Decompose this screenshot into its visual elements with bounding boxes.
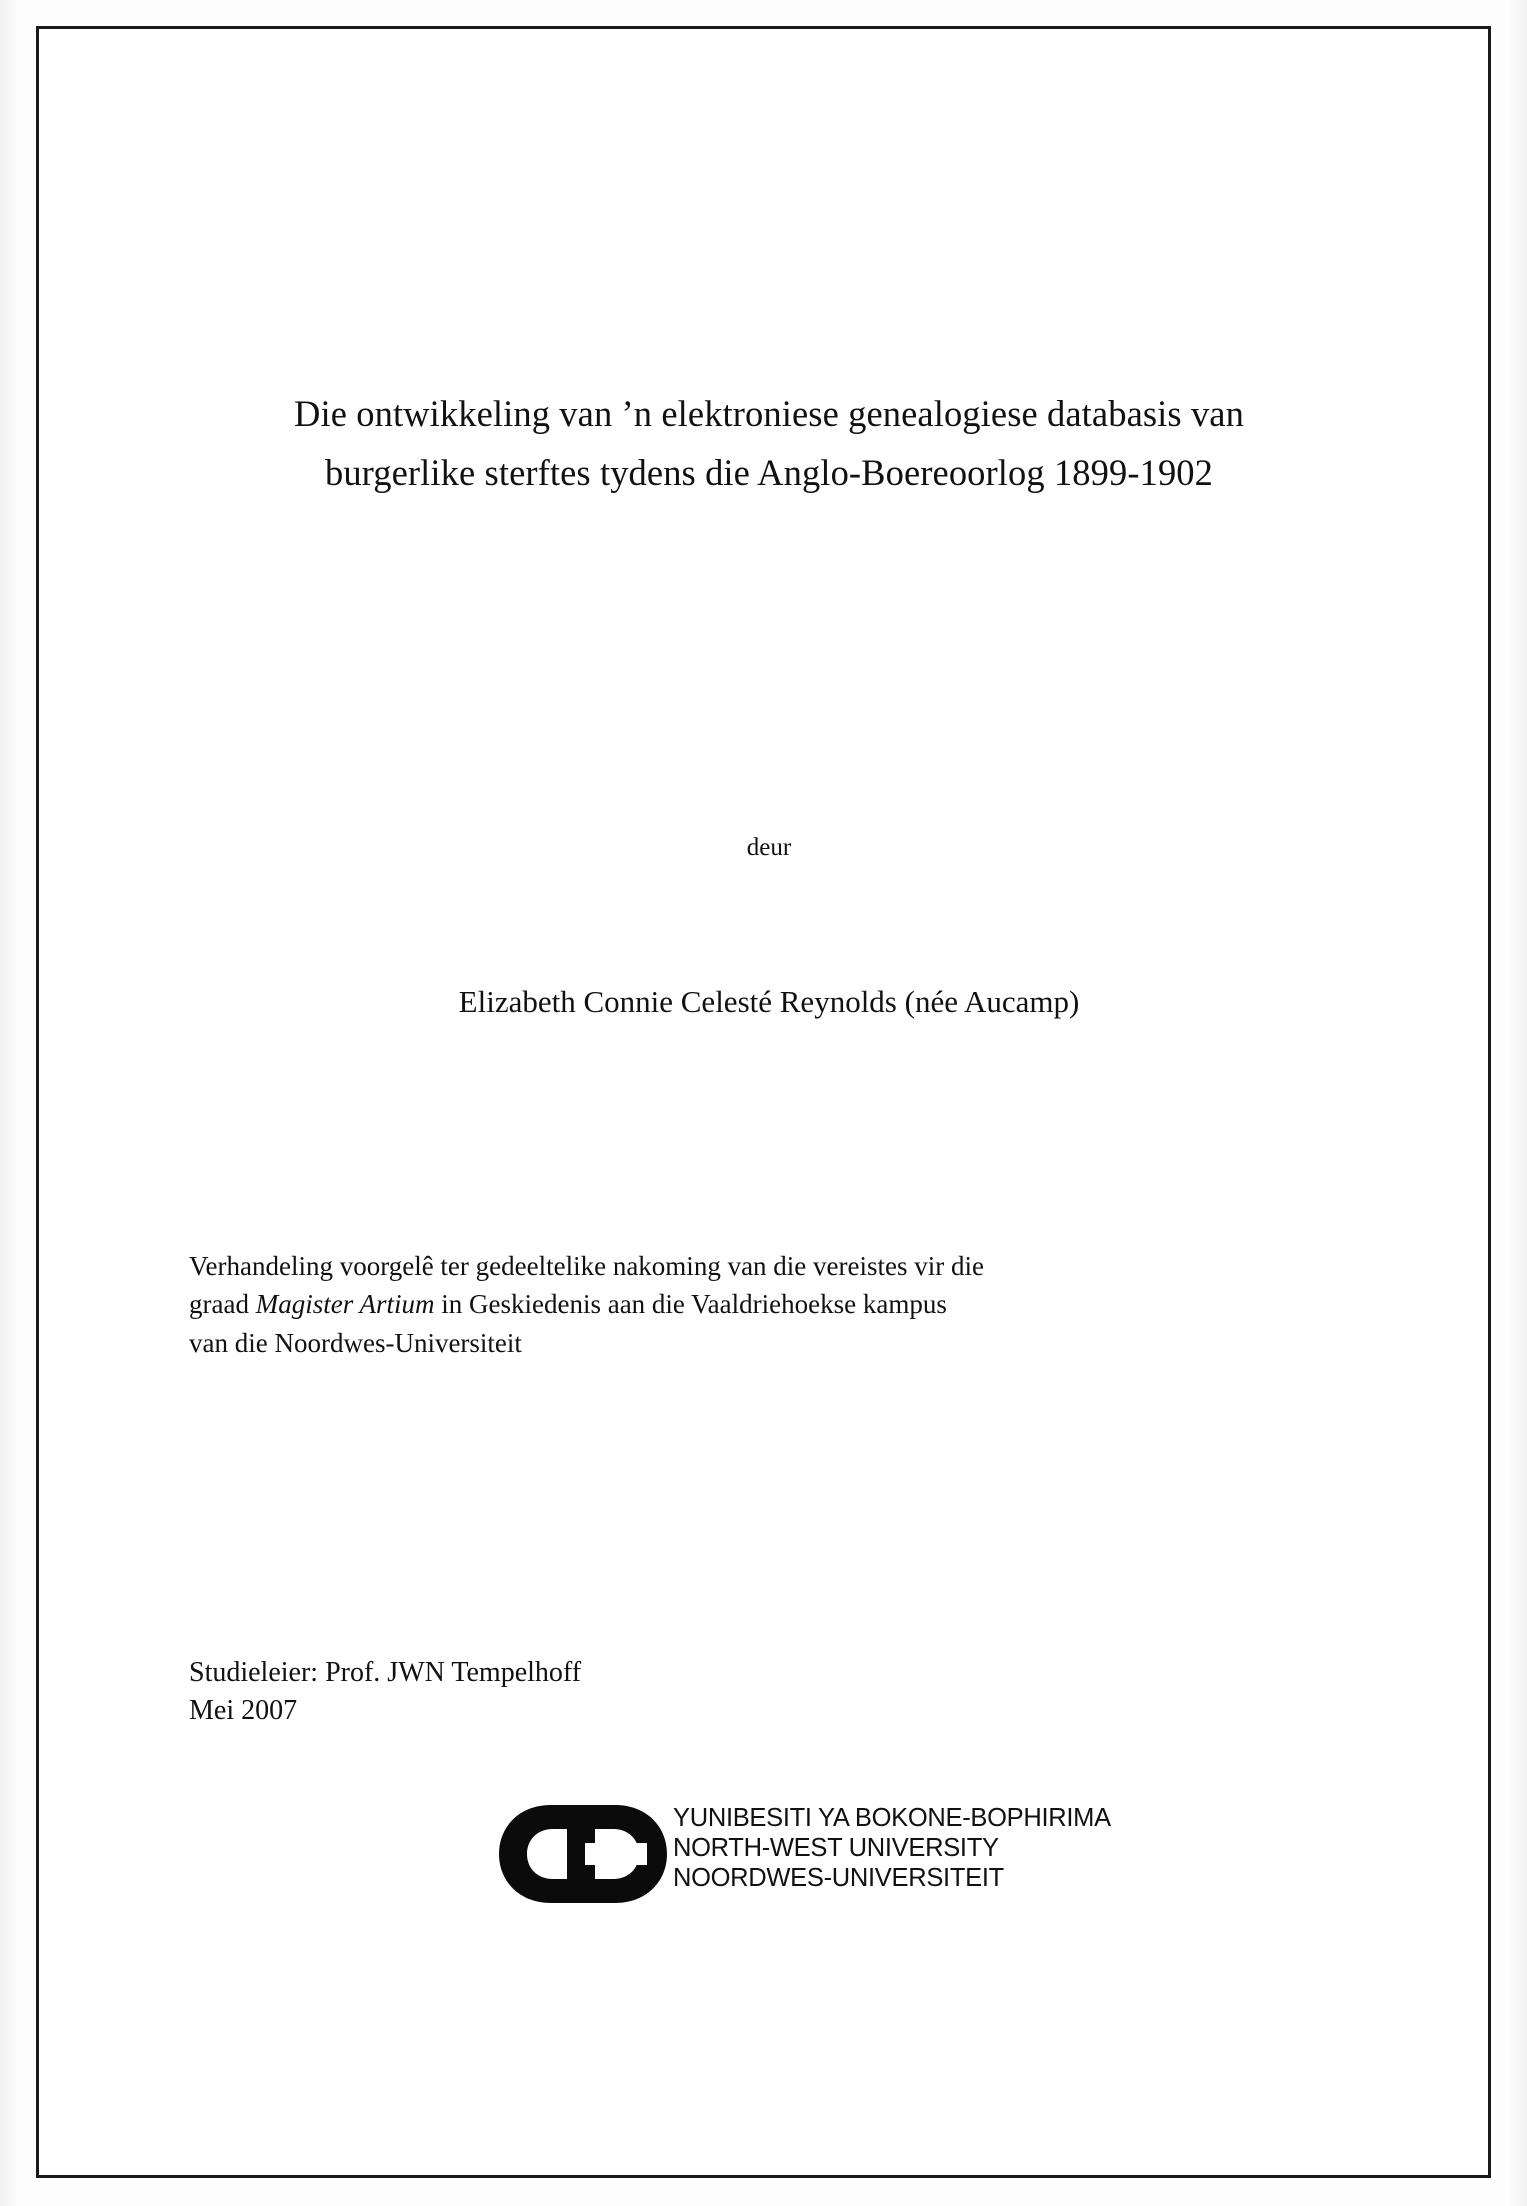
north-west-university-logo-icon <box>489 1799 679 1909</box>
page-border <box>36 26 1491 2178</box>
supervisor-block <box>189 1654 1349 1729</box>
university-logo-text <box>673 1803 1111 1893</box>
degree-statement-line-3: van die Noordwes-Universiteit <box>189 1327 522 1358</box>
document-title <box>189 384 1349 502</box>
scan-edge-shadow-right <box>1509 0 1527 2206</box>
title-line-1: Die ontwikkeling van ’n elektroniese genealogiese databasis van <box>294 393 1244 434</box>
submission-date: Mei 2007 <box>189 1694 298 1726</box>
supervisor-name: Studieleier: Prof. JWN Tempelhoff <box>189 1657 582 1688</box>
degree-statement-line-2-post: in Geskiedenis aan die Vaaldriehoekse kampus <box>434 1289 947 1320</box>
logo-line-2: NORTH-WEST UNIVERSITY <box>673 1834 999 1863</box>
page-surface <box>39 29 1488 2175</box>
by-label: deur <box>746 834 792 861</box>
degree-statement-line-1: Verhandeling voorgelê ter gedeeltelike nakoming van die vereistes vir die <box>189 1251 984 1281</box>
degree-name-italic: Magister Artium <box>255 1289 435 1320</box>
scan-edge-shadow-left <box>0 0 18 2206</box>
degree-statement-line-2 <box>189 1285 1349 1323</box>
title-page-content <box>189 29 1349 2175</box>
logo-line-1: YUNIBESITI YA BOKONE-BOPHIRIMA <box>673 1804 1111 1832</box>
degree-statement <box>189 1247 1349 1362</box>
logo-line-3: NOORDWES-UNIVERSITEIT <box>673 1864 1004 1893</box>
degree-statement-line-2-pre: graad <box>189 1289 256 1320</box>
university-logo-block <box>489 1797 1189 1917</box>
title-line-2: burgerlike sterftes tydens die Anglo-Boereoorlog 1899-1902 <box>324 452 1214 494</box>
author-name: Elizabeth Connie Celesté Reynolds (née Aucamp) <box>458 984 1080 1019</box>
